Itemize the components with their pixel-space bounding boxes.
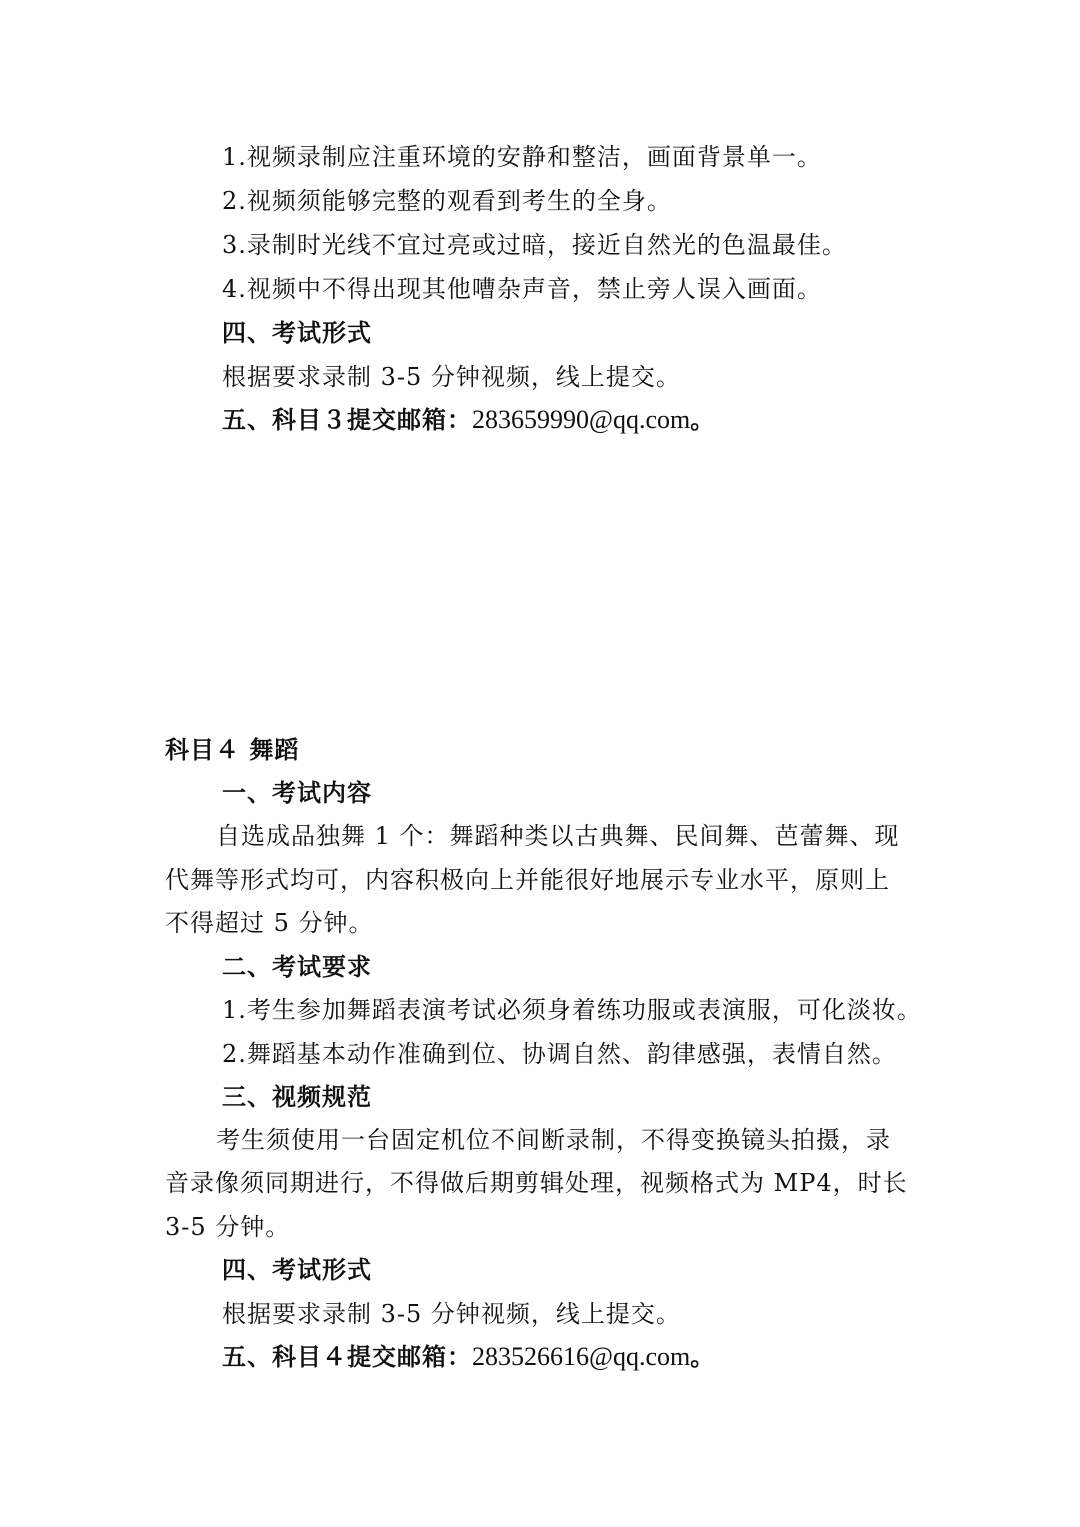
content-paragraph-line: 代舞等形式均可，内容积极向上并能很好地展示专业水平，原则上 (165, 866, 890, 894)
content-paragraph-line: 不得超过 5 分钟。 (165, 909, 374, 937)
requirement-item: 2.视频须能够完整的观看到考生的全身。 (222, 187, 672, 215)
subject-title: 科目４ 舞蹈 (165, 736, 300, 764)
video-spec-line: 音录像须同期进行，不得做后期剪辑处理，视频格式为 MP4，时长 (165, 1169, 908, 1197)
exam-form-text: 根据要求录制 3-5 分钟视频，线上提交。 (222, 363, 681, 391)
exam-form-heading: 四、考试形式 (222, 1256, 372, 1284)
video-spec-line: 3-5 分钟。 (165, 1213, 291, 1241)
email-address: 283659990@qq.com (472, 405, 691, 434)
exam-form-heading: 四、考试形式 (222, 319, 372, 347)
email-label: 五、科目３提交邮箱： (222, 406, 472, 434)
requirement-item: 3.录制时光线不宜过亮或过暗，接近自然光的色温最佳。 (222, 231, 847, 259)
email-label: 五、科目４提交邮箱： (222, 1343, 472, 1371)
video-spec-heading: 三、视频规范 (222, 1083, 372, 1111)
requirement-item: 1.考生参加舞蹈表演考试必须身着练功服或表演服，可化淡妆。 (222, 996, 922, 1024)
email-address: 283526616@qq.com (472, 1342, 691, 1371)
requirement-item: 1.视频录制应注重环境的安静和整洁，画面背景单一。 (222, 143, 822, 171)
email-end: 。 (690, 1343, 716, 1371)
exam-content-heading: 一、考试内容 (222, 779, 372, 807)
requirement-item: 4.视频中不得出现其他嘈杂声音，禁止旁人误入画面。 (222, 275, 822, 303)
exam-requirements-heading: 二、考试要求 (222, 953, 372, 981)
submission-email-line (222, 1342, 715, 1372)
content-paragraph-line: 自选成品独舞 1 个：舞蹈种类以古典舞、民间舞、芭蕾舞、现 (216, 822, 900, 850)
exam-form-text: 根据要求录制 3-5 分钟视频，线上提交。 (222, 1300, 681, 1328)
requirement-item: 2.舞蹈基本动作准确到位、协调自然、韵律感强，表情自然。 (222, 1040, 897, 1068)
email-end: 。 (690, 406, 716, 434)
submission-email-line (222, 405, 715, 435)
video-spec-line: 考生须使用一台固定机位不间断录制，不得变换镜头拍摄，录 (216, 1126, 891, 1154)
